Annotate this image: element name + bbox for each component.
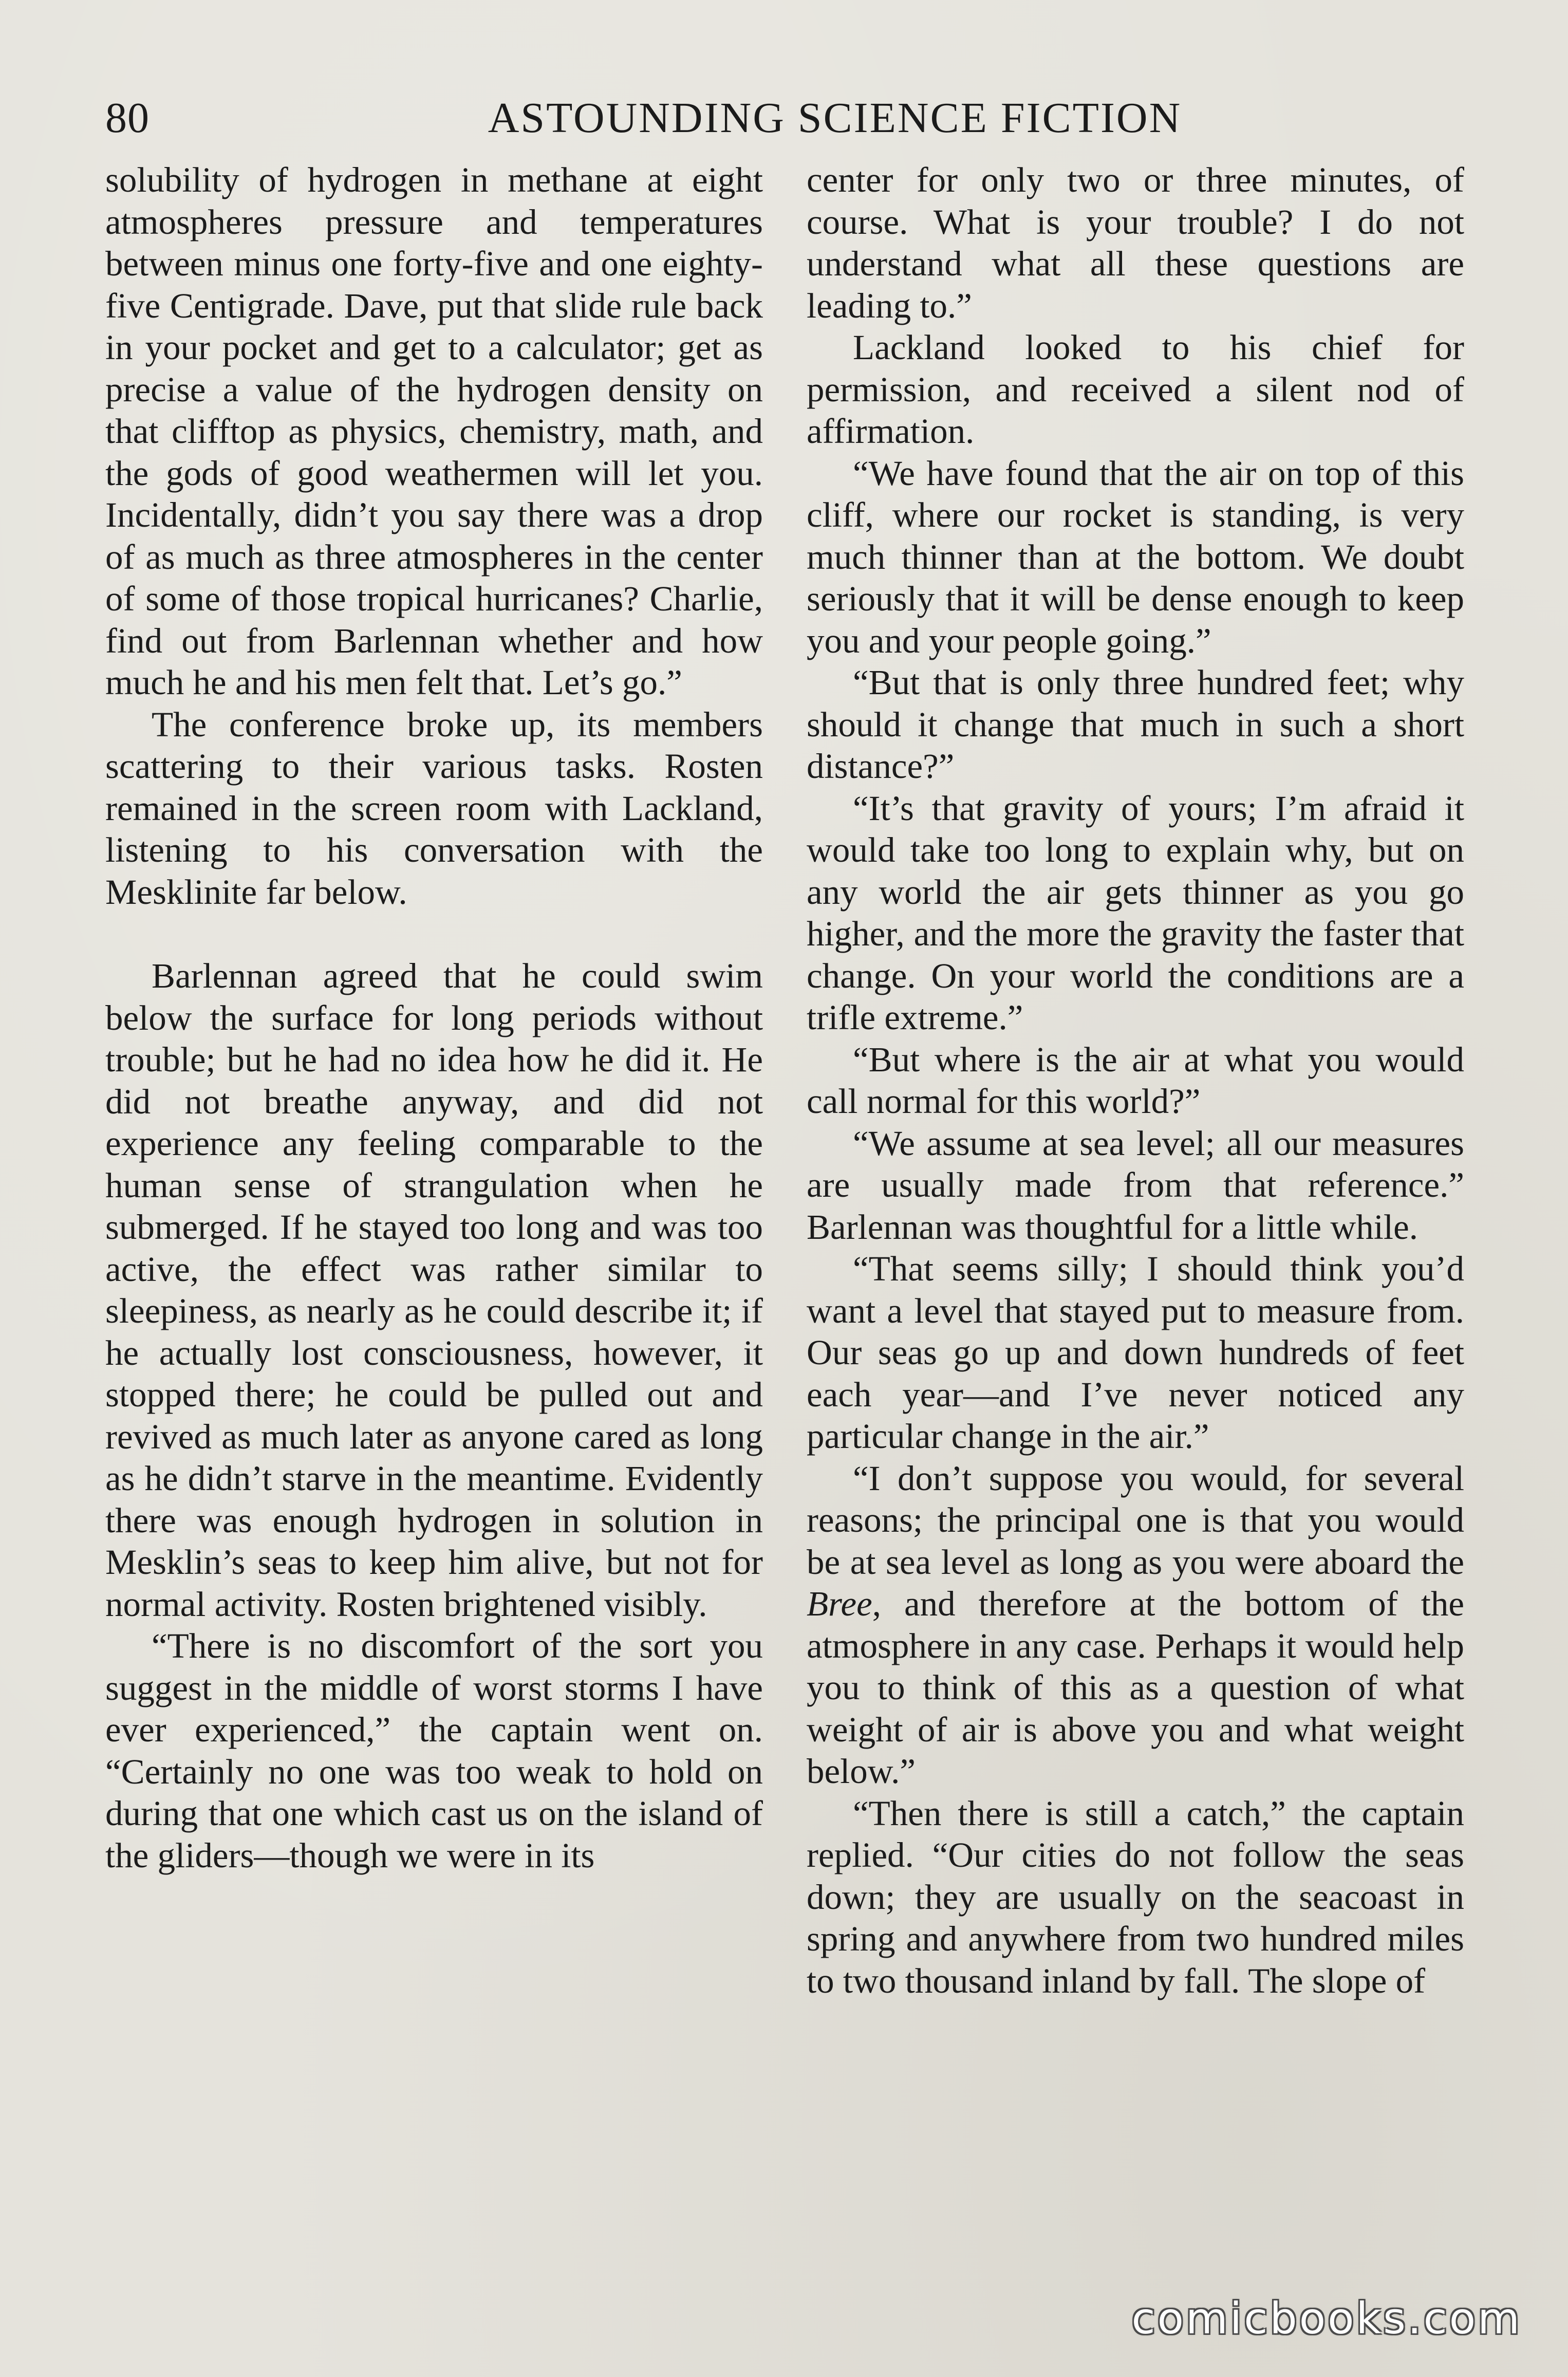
paragraph: “That seems silly; I should think you’d want a level that stayed put to measure from. Our seas go up and down hundreds of feet each year—and I’ve never noticed any particular change in the air.” bbox=[807, 1249, 1464, 1456]
paragraph: solubility of hydrogen in methane at eight atmospheres pressure and temperatures between minus one forty-five and one eighty-five Centigrade. Dave, put that slide rule back in your pocket and get to a calculator; get as precise a value of the hydrogen density on that clifftop as physics, chemistry, math, and the gods of good weathermen will let you. Incidentally, didn’t you say there was a drop of as much as three atmospheres in the center of some of those tropical hurricanes? Charlie, find out from Barlennan whether and how much he and his men felt that. Let’s go.” bbox=[105, 160, 763, 702]
paragraph: “Then there is still a catch,” the captain replied. “Our cities do not follow the seas down; they are usually on the seacoast in spring and anywhere from two hundred miles to two thousand inland by fall. The slope of bbox=[807, 1793, 1464, 2000]
paragraph: “But that is only three hundred feet; why should it change that much in such a short distance?” bbox=[807, 663, 1464, 786]
ship-name: Bree bbox=[807, 1584, 872, 1623]
paragraph-text: , and therefore at the bottom of the atmosphere in any case. Perhaps it would help you to think of this as a question of what weight of air is above you and what weight below.” bbox=[807, 1584, 1464, 1791]
paragraph bbox=[807, 1458, 1464, 1793]
paragraph: Barlennan agreed that he could swim below the surface for long periods without trouble; but he had no idea how he did it. He did not breathe anyway, and did not experience any feeling comparable to the human sense of strangulation when he submerged. If he stayed too long and was too active, the effect was rather similar to sleepiness, as nearly as he could describe it; if he actually lost consciousness, however, it stopped there; he could be pulled out and revived as much later as anyone cared as long as he didn’t starve in the meantime. Evidently there was enough hydrogen in solution in Mesklin’s seas to keep him alive, but not for normal activity. Rosten brightened visibly. bbox=[105, 956, 763, 1624]
paragraph: “There is no discomfort of the sort you suggest in the middle of worst storms I have ever experienced,” the captain went on. “Certainly no one was too weak to hold on during that one which cast us on the island of the gliders—though we were in its bbox=[105, 1626, 763, 1875]
watermark: comicbooks.com bbox=[1131, 2293, 1522, 2344]
left-column bbox=[105, 159, 763, 1877]
paragraph: “We have found that the air on top of this cliff, where our rocket is standing, is very much thinner than at the bottom. We doubt seriously that it will be dense enough to keep you and your people going.” bbox=[807, 453, 1464, 660]
paragraph: center for only two or three minutes, of course. What is your trouble? I do not understand what all these questions are leading to.” bbox=[807, 160, 1464, 325]
paragraph: “We assume at sea level; all our measures are usually made from that reference.” Barlennan was thoughtful for a little while. bbox=[807, 1123, 1464, 1247]
paragraph: “But where is the air at what you would call normal for this world?” bbox=[807, 1039, 1464, 1121]
paragraph: “It’s that gravity of yours; I’m afraid it would take too long to explain why, but on any world the air gets thinner as you go higher, and the more the gravity the faster that change. On your world the conditions are a trifle extreme.” bbox=[807, 788, 1464, 1037]
paragraph: The conference broke up, its members scattering to their various tasks. Rosten remained in the screen room with Lackland, listening to his conversation with the Mesklinite far below. bbox=[105, 704, 763, 912]
page-number: 80 bbox=[105, 94, 150, 142]
page-header bbox=[105, 85, 1462, 152]
running-title: ASTOUNDING SCIENCE FICTION bbox=[488, 94, 1182, 142]
right-column bbox=[807, 159, 1464, 2002]
paragraph: Lackland looked to his chief for permission, and received a silent nod of affirmation. bbox=[807, 328, 1464, 451]
paragraph-text: “I don’t suppose you would, for several reasons; the principal one is that you would be at sea level as long as you were aboard the bbox=[807, 1458, 1464, 1582]
